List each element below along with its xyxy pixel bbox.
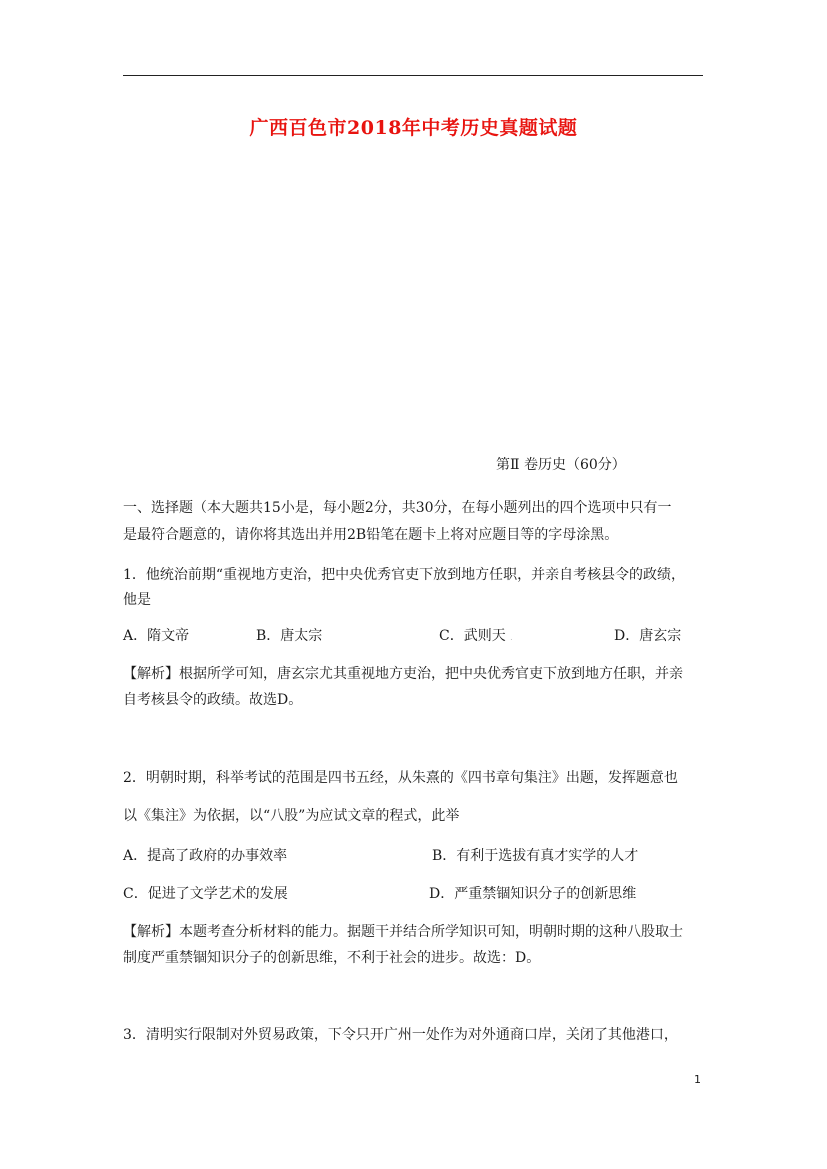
question-1-option-c xyxy=(439,626,513,648)
section-header: 第Ⅱ 卷历史（60分） xyxy=(496,457,626,473)
question-2-analysis-line-2: 制度严重禁锢知识分子的创新思维，不利于社会的进步。故选：D。 xyxy=(123,950,541,966)
question-1-stem-line-2: 他是 xyxy=(123,592,151,608)
question-1-analysis-line-1: 【解析】根据所学可知，唐玄宗尤其重视地方吏治，把中央优秀官吏下放到地方任职，并亲 xyxy=(123,666,683,682)
question-1-stem-line-1: 1．他统治前期“重视地方吏治，把中央优秀官吏下放到地方任职，并亲自考核县令的政绩， xyxy=(123,567,686,583)
question-2-option-a: A．提高了政府的办事效率 xyxy=(123,848,288,864)
instructions-line-1: 一、选择题（本大题共15小是，每小题2分，共30分，在每小题列出的四个选项中只有一 xyxy=(123,500,672,516)
header-rule xyxy=(123,75,703,76)
question-2-stem-line-1: 2．明朝时期，科举考试的范围是四书五经，从朱熹的《四书章句集注》出题，发挥题意也 xyxy=(123,770,678,786)
question-1-option-c-text: C．武则天 xyxy=(439,628,506,644)
question-2-stem-line-2: 以《集注》为依据，以“八股”为应试文章的程式，此举 xyxy=(123,808,460,824)
question-2-analysis-line-1: 【解析】本题考查分析材料的能力。据题干并结合所学知识可知，明朝时期的这种八股取士 xyxy=(123,924,683,940)
scan-mark: . xyxy=(510,633,513,642)
question-3-stem-line-1: 3．清明实行限制对外贸易政策，下令只开广州一处作为对外通商口岸，关闭了其他港口， xyxy=(123,1027,678,1043)
question-1-option-b: B．唐太宗 xyxy=(256,628,323,644)
page-number: 1 xyxy=(694,1073,701,1086)
question-1-analysis-line-2: 自考核县令的政绩。故选D。 xyxy=(123,692,303,708)
document-title: 广西百色市2018年中考历史真题试题 xyxy=(249,117,578,139)
question-2-option-c: C．促进了文学艺术的发展 xyxy=(123,886,288,902)
question-1-option-d: D．唐玄宗 xyxy=(614,628,682,644)
instructions-line-2: 是最符合题意的，请你将其选出并用2B铅笔在题卡上将对应题目等的字母涂黑。 xyxy=(123,527,619,543)
question-1-option-a: A．隋文帝 xyxy=(123,628,190,644)
question-2-option-b: B．有利于选拔有真才实学的人才 xyxy=(432,848,639,864)
question-2-option-d: D．严重禁锢知识分子的创新思维 xyxy=(429,886,637,902)
